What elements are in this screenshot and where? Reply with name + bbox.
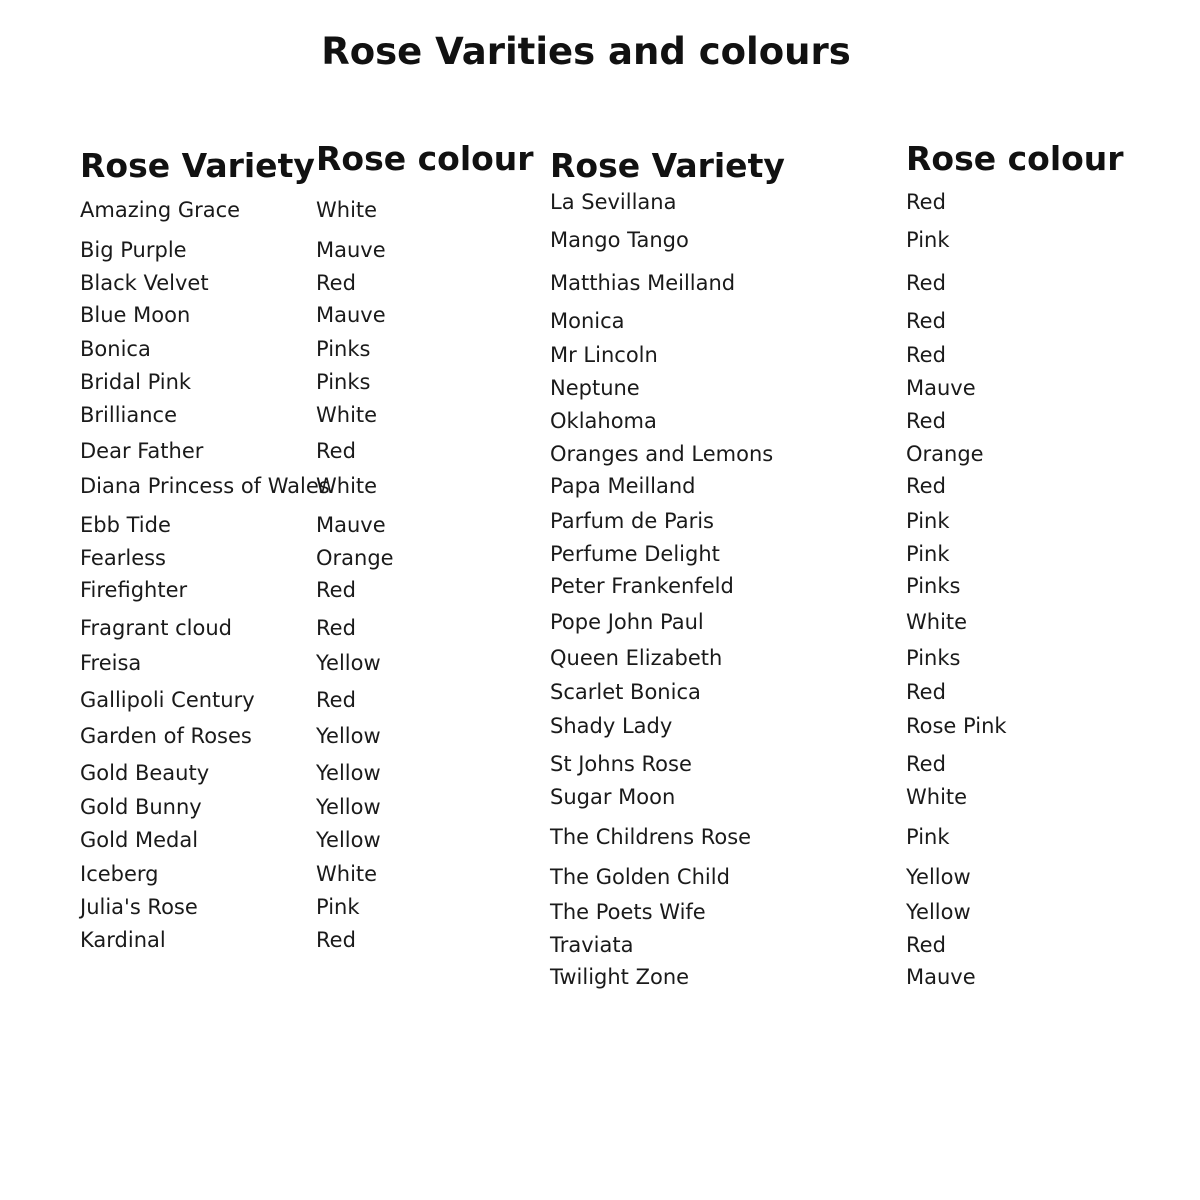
right-rose-variety-cell: Sugar Moon <box>550 785 676 809</box>
left-rose-colour-cell: Red <box>316 578 356 602</box>
right-rose-variety-cell: Shady Lady <box>550 714 673 738</box>
left-rose-variety-cell: Gallipoli Century <box>80 688 255 712</box>
left-rose-colour-cell: Yellow <box>316 795 381 819</box>
left-rose-colour-cell: White <box>316 862 378 886</box>
left-rose-variety-cell: Fearless <box>80 546 166 570</box>
right-rose-variety-cell: Twilight Zone <box>550 965 690 989</box>
left-rose-colour-cell: Yellow <box>316 828 381 852</box>
left-variety-header: Rose Variety <box>80 146 315 185</box>
left-rose-colour-cell: Pink <box>316 895 360 919</box>
left-rose-variety-cell: Amazing Grace <box>80 198 241 222</box>
right-rose-colour-cell: Pinks <box>906 574 961 598</box>
right-rose-variety-cell: Scarlet Bonica <box>550 680 701 704</box>
right-rose-colour-cell: Yellow <box>906 865 971 889</box>
right-rose-colour-cell: White <box>906 610 968 634</box>
left-rose-variety-cell: Garden of Roses <box>80 724 252 748</box>
left-rose-colour-cell: Red <box>316 616 356 640</box>
right-rose-colour-cell: Red <box>906 933 946 957</box>
left-rose-variety-cell: Freisa <box>80 651 142 675</box>
left-rose-colour-cell: Pinks <box>316 370 371 394</box>
left-rose-variety-cell: Black Velvet <box>80 271 209 295</box>
left-rose-colour-cell: Mauve <box>316 238 386 262</box>
left-rose-colour-cell: Pinks <box>316 337 371 361</box>
left-rose-colour-cell: White <box>316 198 378 222</box>
right-rose-colour-cell: Red <box>906 752 946 776</box>
right-rose-colour-cell: Red <box>906 474 946 498</box>
left-rose-colour-cell: Mauve <box>316 303 386 327</box>
right-rose-variety-cell: Papa Meilland <box>550 474 696 498</box>
right-rose-colour-cell: Red <box>906 409 946 433</box>
left-rose-colour-cell: Yellow <box>316 651 381 675</box>
left-rose-colour-cell: Red <box>316 439 356 463</box>
right-rose-colour-cell: Pinks <box>906 646 961 670</box>
right-rose-colour-cell: Rose Pink <box>906 714 1007 738</box>
left-rose-variety-cell: Julia's Rose <box>80 895 198 919</box>
right-rose-colour-cell: Red <box>906 680 946 704</box>
right-rose-variety-cell: Oranges and Lemons <box>550 442 774 466</box>
left-rose-colour-cell: Mauve <box>316 513 386 537</box>
right-rose-variety-cell: Neptune <box>550 376 640 400</box>
right-variety-header: Rose Variety <box>550 146 785 185</box>
left-rose-variety-cell: Iceberg <box>80 862 159 886</box>
left-rose-variety-cell: Dear Father <box>80 439 204 463</box>
left-rose-colour-cell: Red <box>316 928 356 952</box>
left-rose-colour-cell: White <box>316 403 378 427</box>
left-rose-variety-cell: Firefighter <box>80 578 188 602</box>
page-title: Rose Varities and colours <box>321 30 851 73</box>
right-rose-colour-cell: Red <box>906 309 946 333</box>
right-rose-variety-cell: Monica <box>550 309 625 333</box>
right-rose-variety-cell: Matthias Meilland <box>550 271 736 295</box>
right-rose-colour-cell: Pink <box>906 509 950 533</box>
left-colour-header: Rose colour <box>316 139 534 178</box>
left-rose-colour-cell: Red <box>316 688 356 712</box>
right-rose-variety-cell: Peter Frankenfeld <box>550 574 734 598</box>
right-rose-variety-cell: Parfum de Paris <box>550 509 714 533</box>
left-rose-variety-cell: Brilliance <box>80 403 178 427</box>
right-rose-colour-cell: Red <box>906 343 946 367</box>
right-rose-colour-cell: Mauve <box>906 965 976 989</box>
left-rose-variety-cell: Ebb Tide <box>80 513 171 537</box>
right-rose-variety-cell: Oklahoma <box>550 409 657 433</box>
left-rose-variety-cell: Gold Medal <box>80 828 199 852</box>
right-rose-variety-cell: St Johns Rose <box>550 752 692 776</box>
right-rose-variety-cell: The Poets Wife <box>550 900 706 924</box>
right-rose-variety-cell: Traviata <box>550 933 634 957</box>
right-rose-colour-cell: Pink <box>906 228 950 252</box>
right-rose-colour-cell: Red <box>906 271 946 295</box>
right-rose-variety-cell: Mango Tango <box>550 228 689 252</box>
left-rose-colour-cell: Red <box>316 271 356 295</box>
right-rose-variety-cell: Mr Lincoln <box>550 343 658 367</box>
left-rose-colour-cell: Yellow <box>316 724 381 748</box>
right-rose-colour-cell: White <box>906 785 968 809</box>
left-rose-colour-cell: Orange <box>316 546 394 570</box>
left-rose-colour-cell: Yellow <box>316 761 381 785</box>
left-rose-variety-cell: Gold Bunny <box>80 795 202 819</box>
right-rose-colour-cell: Pink <box>906 825 950 849</box>
left-rose-variety-cell: Blue Moon <box>80 303 191 327</box>
right-rose-variety-cell: Pope John Paul <box>550 610 704 634</box>
right-rose-variety-cell: Queen Elizabeth <box>550 646 723 670</box>
right-rose-variety-cell: The Golden Child <box>550 865 730 889</box>
right-rose-colour-cell: Red <box>906 190 946 214</box>
left-rose-colour-cell: White <box>316 474 378 498</box>
left-rose-variety-cell: Big Purple <box>80 238 187 262</box>
left-rose-variety-cell: Kardinal <box>80 928 166 952</box>
right-rose-colour-cell: Mauve <box>906 376 976 400</box>
left-rose-variety-cell: Bridal Pink <box>80 370 192 394</box>
right-rose-colour-cell: Orange <box>906 442 984 466</box>
left-rose-variety-cell: Diana Princess of Wales <box>80 474 330 498</box>
right-rose-variety-cell: La Sevillana <box>550 190 677 214</box>
left-rose-variety-cell: Fragrant cloud <box>80 616 232 640</box>
right-rose-colour-cell: Yellow <box>906 900 971 924</box>
right-rose-colour-cell: Pink <box>906 542 950 566</box>
right-colour-header: Rose colour <box>906 139 1124 178</box>
left-rose-variety-cell: Gold Beauty <box>80 761 210 785</box>
right-rose-variety-cell: The Childrens Rose <box>550 825 752 849</box>
left-rose-variety-cell: Bonica <box>80 337 151 361</box>
right-rose-variety-cell: Perfume Delight <box>550 542 720 566</box>
